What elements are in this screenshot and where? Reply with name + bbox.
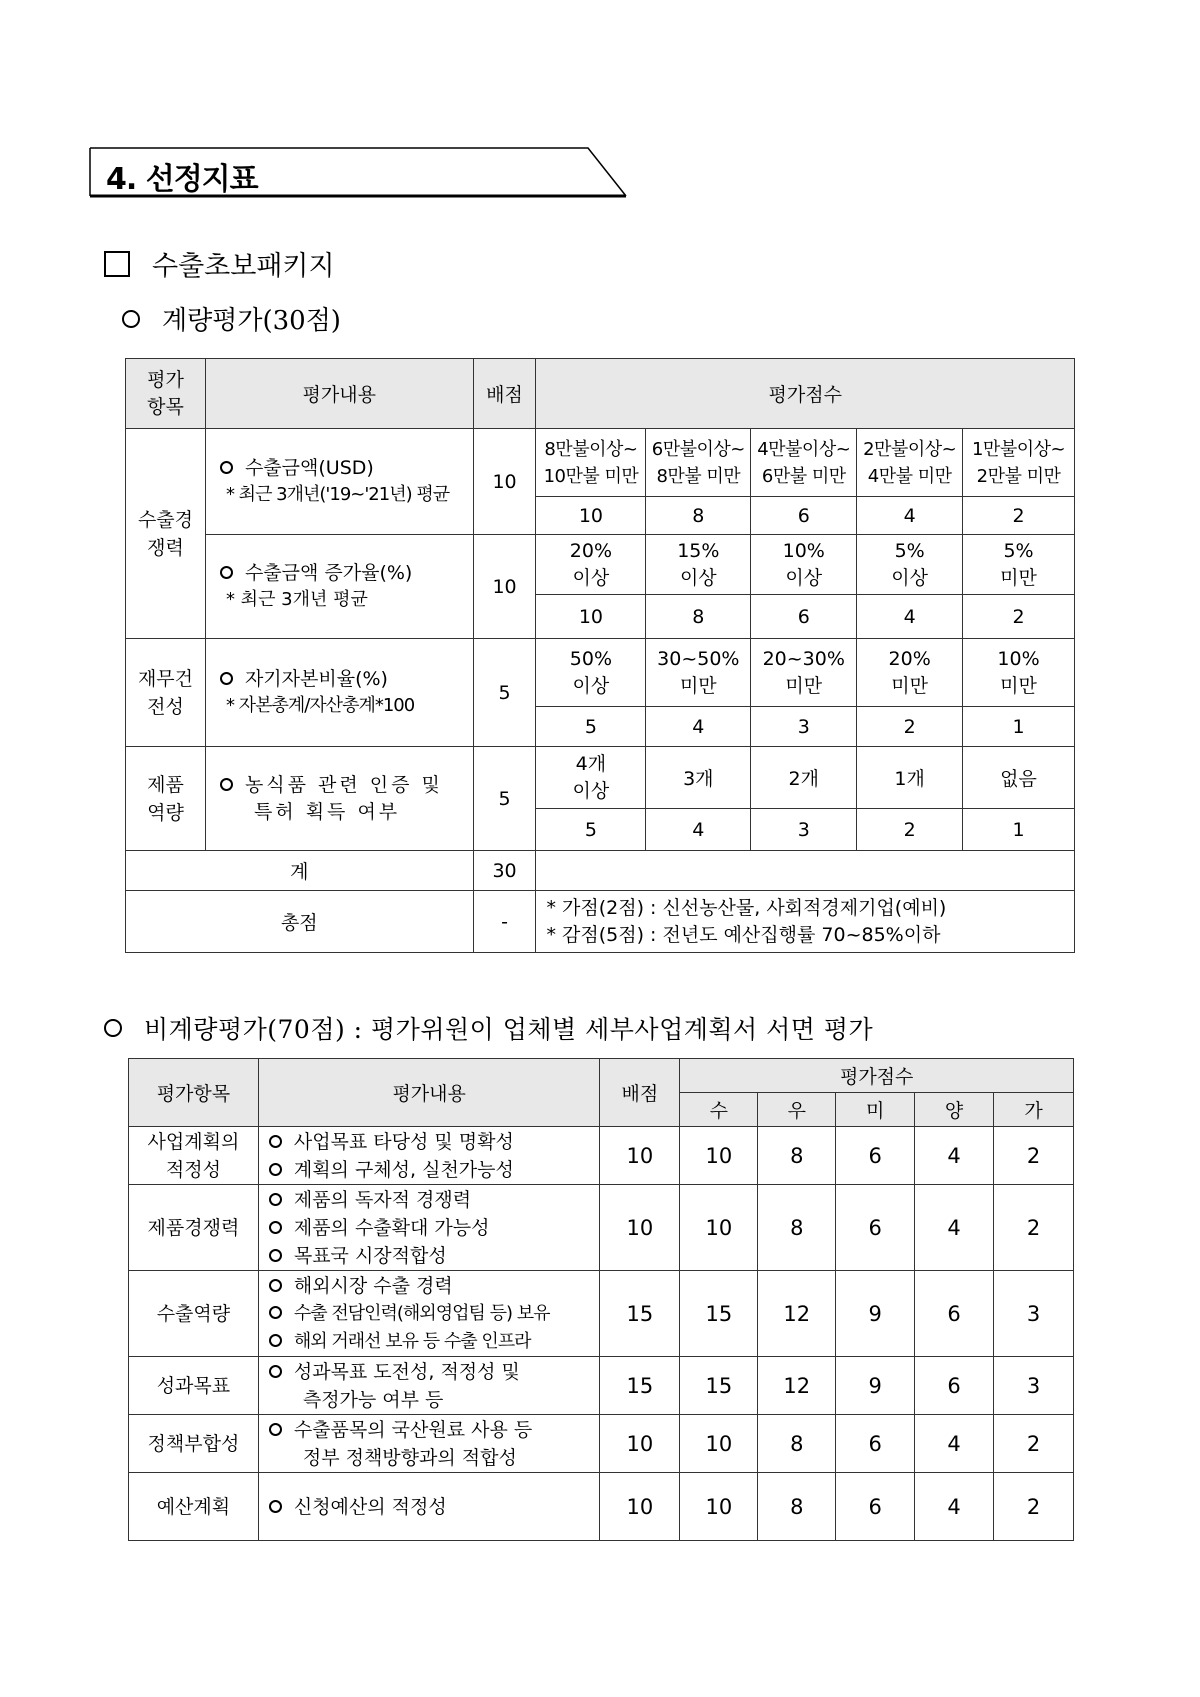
section-header — [88, 146, 628, 200]
circle-bullet-icon — [269, 1193, 282, 1206]
score-cell: 3 — [994, 1271, 1074, 1357]
quant-sum-row — [126, 851, 1075, 891]
range-cell: 50% 이상 — [536, 639, 646, 707]
score-cell: 6 — [751, 595, 857, 639]
range-cell: 없음 — [963, 747, 1075, 809]
quant-criterion-content: 수출금액 증가율(%) * 최근 3개년 평균 — [205, 535, 473, 639]
score-cell: 5 — [536, 809, 646, 851]
circle-bullet-icon — [269, 1500, 282, 1513]
range-cell: 30~50% 미만 — [646, 639, 751, 707]
quant-total-notes — [536, 891, 1075, 953]
range-cell: 20~30% 미만 — [751, 639, 857, 707]
table-row — [129, 1357, 1074, 1415]
range-cell: 3개 — [646, 747, 751, 809]
nonquant-table — [128, 1058, 1074, 1541]
nonquant-points: 10 — [600, 1473, 680, 1541]
score-cell: 9 — [836, 1271, 915, 1357]
score-cell: 8 — [758, 1473, 836, 1541]
nonquant-content: 제품의 독자적 경쟁력 제품의 수출확대 가능성 목표국 시장적합성 — [258, 1185, 600, 1271]
score-cell: 2 — [857, 707, 963, 747]
nonquant-item: 제품경쟁력 — [129, 1185, 259, 1271]
score-cell: 2 — [963, 497, 1075, 535]
score-cell: 2 — [994, 1127, 1074, 1185]
score-cell: 6 — [751, 497, 857, 535]
score-cell: 2 — [857, 809, 963, 851]
circle-bullet-icon — [220, 461, 233, 474]
range-cell: 2만불이상~ 4만불 미만 — [857, 429, 963, 497]
score-cell: 8 — [646, 595, 751, 639]
range-cell: 2개 — [751, 747, 857, 809]
nonquant-heading — [104, 1010, 873, 1046]
score-cell: 4 — [857, 595, 963, 639]
quant-heading-text: 계량평가(30점) — [162, 306, 341, 336]
quant-header-points: 배점 — [473, 359, 536, 429]
score-cell: 10 — [680, 1473, 758, 1541]
range-cell: 15% 이상 — [646, 535, 751, 595]
nonquant-item: 수출역량 — [129, 1271, 259, 1357]
range-cell: 10% 이상 — [751, 535, 857, 595]
grade-header: 양 — [915, 1093, 994, 1127]
circle-bullet-icon — [269, 1249, 282, 1262]
circle-bullet-icon — [122, 310, 140, 328]
circle-bullet-icon — [269, 1279, 282, 1292]
circle-bullet-icon — [104, 1019, 122, 1037]
range-cell: 20% 미만 — [857, 639, 963, 707]
nonquant-content: 사업목표 타당성 및 명확성 계획의 구체성, 실천가능성 — [258, 1127, 600, 1185]
quant-header-row — [126, 359, 1075, 429]
quant-criterion-points: 10 — [473, 429, 536, 535]
nonquant-header-content: 평가내용 — [258, 1059, 600, 1127]
quant-criterion-content: 농식품 관련 인증 및 특허 획득 여부 — [205, 747, 473, 851]
nonquant-item: 정책부합성 — [129, 1415, 259, 1473]
nonquant-header-points: 배점 — [600, 1059, 680, 1127]
score-cell: 6 — [836, 1127, 915, 1185]
score-cell: 10 — [680, 1185, 758, 1271]
score-cell: 1 — [963, 707, 1075, 747]
quant-criterion-points: 10 — [473, 535, 536, 639]
quant-group-name: 제품역량 — [126, 747, 206, 851]
score-cell: 2 — [994, 1185, 1074, 1271]
circle-bullet-icon — [220, 566, 233, 579]
range-cell: 5% 이상 — [857, 535, 963, 595]
range-cell: 8만불이상~ 10만불 미만 — [536, 429, 646, 497]
quant-criterion-content: 수출금액(USD) * 최근 3개년('19~'21년) 평균 — [205, 429, 473, 535]
score-cell: 2 — [994, 1473, 1074, 1541]
score-cell: 6 — [836, 1473, 915, 1541]
table-row — [129, 1473, 1074, 1541]
circle-bullet-icon — [269, 1423, 282, 1436]
grade-header: 미 — [836, 1093, 915, 1127]
nonquant-content: 성과목표 도전성, 적정성 및 측정가능 여부 등 — [258, 1357, 600, 1415]
grade-header: 가 — [994, 1093, 1074, 1127]
quant-total-label: 총점 — [126, 891, 474, 953]
nonquant-points: 15 — [600, 1357, 680, 1415]
circle-bullet-icon — [220, 778, 233, 791]
package-heading — [104, 244, 335, 283]
table-row — [129, 1185, 1074, 1271]
nonquant-item: 사업계획의 적정성 — [129, 1127, 259, 1185]
table-row — [126, 747, 1075, 809]
range-cell: 10% 미만 — [963, 639, 1075, 707]
nonquant-points: 15 — [600, 1271, 680, 1357]
score-cell: 3 — [751, 809, 857, 851]
circle-bullet-icon — [269, 1334, 282, 1347]
score-cell: 4 — [915, 1415, 994, 1473]
nonquant-header-item: 평가항목 — [129, 1059, 259, 1127]
grade-header: 우 — [758, 1093, 836, 1127]
nonquant-content: 신청예산의 적정성 — [258, 1473, 600, 1541]
score-cell: 10 — [680, 1127, 758, 1185]
score-cell: 8 — [758, 1127, 836, 1185]
quant-header-item: 평가항목 — [126, 359, 206, 429]
quant-total-points: - — [473, 891, 536, 953]
range-cell: 4만불이상~ 6만불 미만 — [751, 429, 857, 497]
range-cell: 4개 이상 — [536, 747, 646, 809]
quant-sum-points: 30 — [473, 851, 536, 891]
table-row — [129, 1415, 1074, 1473]
bonus-note: * 가점(2점) : 신선농산물, 사회적경제기업(예비) — [546, 896, 947, 919]
score-cell: 15 — [680, 1271, 758, 1357]
score-cell: 6 — [915, 1357, 994, 1415]
table-row — [126, 535, 1075, 595]
table-row — [126, 429, 1075, 497]
nonquant-header-row — [129, 1059, 1074, 1093]
quant-header-content: 평가내용 — [205, 359, 473, 429]
nonquant-points: 10 — [600, 1127, 680, 1185]
table-row — [129, 1127, 1074, 1185]
nonquant-content: 수출품목의 국산원료 사용 등 정부 정책방향과의 적합성 — [258, 1415, 600, 1473]
score-cell: 2 — [994, 1415, 1074, 1473]
score-cell: 12 — [758, 1357, 836, 1415]
score-cell: 4 — [857, 497, 963, 535]
nonquant-item: 예산계획 — [129, 1473, 259, 1541]
package-title: 수출초보패키지 — [152, 251, 335, 282]
score-cell: 10 — [680, 1415, 758, 1473]
score-cell: 4 — [915, 1127, 994, 1185]
range-cell: 1개 — [857, 747, 963, 809]
score-cell: 8 — [758, 1415, 836, 1473]
range-cell: 1만불이상~ 2만불 미만 — [963, 429, 1075, 497]
table-row — [126, 639, 1075, 707]
circle-bullet-icon — [220, 672, 233, 685]
nonquant-heading-text: 비계량평가(70점) : 평가위원이 업체별 세부사업계획서 서면 평가 — [144, 1015, 874, 1044]
nonquant-points: 10 — [600, 1185, 680, 1271]
checkbox-square-icon — [104, 251, 130, 277]
nonquant-item: 성과목표 — [129, 1357, 259, 1415]
score-cell: 4 — [646, 707, 751, 747]
grade-header: 수 — [680, 1093, 758, 1127]
range-cell: 6만불이상~ 8만불 미만 — [646, 429, 751, 497]
penalty-note: * 감점(5점) : 전년도 예산집행률 70~85%이하 — [546, 923, 941, 946]
score-cell: 6 — [836, 1415, 915, 1473]
score-cell: 4 — [646, 809, 751, 851]
quant-criterion-content: 자기자본비율(%) * 자본총계/자산총계*100 — [205, 639, 473, 747]
score-cell: 3 — [751, 707, 857, 747]
circle-bullet-icon — [269, 1135, 282, 1148]
quant-criterion-points: 5 — [473, 747, 536, 851]
score-cell: 2 — [963, 595, 1075, 639]
nonquant-content: 해외시장 수출 경력 수출 전담인력(해외영업팀 등) 보유 해외 거래선 보유 등 수출 인프라 — [258, 1271, 600, 1357]
range-cell: 20% 이상 — [536, 535, 646, 595]
circle-bullet-icon — [269, 1221, 282, 1234]
score-cell: 6 — [836, 1185, 915, 1271]
circle-bullet-icon — [269, 1306, 282, 1319]
score-cell: 5 — [536, 707, 646, 747]
score-cell: 15 — [680, 1357, 758, 1415]
score-cell: 1 — [963, 809, 1075, 851]
quant-group-name: 재무건전성 — [126, 639, 206, 747]
range-cell: 5% 미만 — [963, 535, 1075, 595]
quant-sum-empty — [536, 851, 1075, 891]
score-cell: 4 — [915, 1185, 994, 1271]
score-cell: 10 — [536, 497, 646, 535]
nonquant-header-scores: 평가점수 — [680, 1059, 1074, 1093]
score-cell: 12 — [758, 1271, 836, 1357]
circle-bullet-icon — [269, 1365, 282, 1378]
quant-total-row — [126, 891, 1075, 953]
quant-criterion-points: 5 — [473, 639, 536, 747]
quant-table — [125, 358, 1075, 953]
score-cell: 6 — [915, 1271, 994, 1357]
circle-bullet-icon — [269, 1163, 282, 1176]
table-row — [129, 1271, 1074, 1357]
quant-header-scores: 평가점수 — [536, 359, 1075, 429]
score-cell: 4 — [915, 1473, 994, 1541]
section-title: 4. 선정지표 — [106, 162, 258, 197]
quant-group-name: 수출경쟁력 — [126, 429, 206, 639]
nonquant-points: 10 — [600, 1415, 680, 1473]
score-cell: 8 — [758, 1185, 836, 1271]
quant-heading — [122, 300, 341, 337]
score-cell: 3 — [994, 1357, 1074, 1415]
score-cell: 10 — [536, 595, 646, 639]
quant-sum-label: 계 — [126, 851, 474, 891]
score-cell: 9 — [836, 1357, 915, 1415]
score-cell: 8 — [646, 497, 751, 535]
